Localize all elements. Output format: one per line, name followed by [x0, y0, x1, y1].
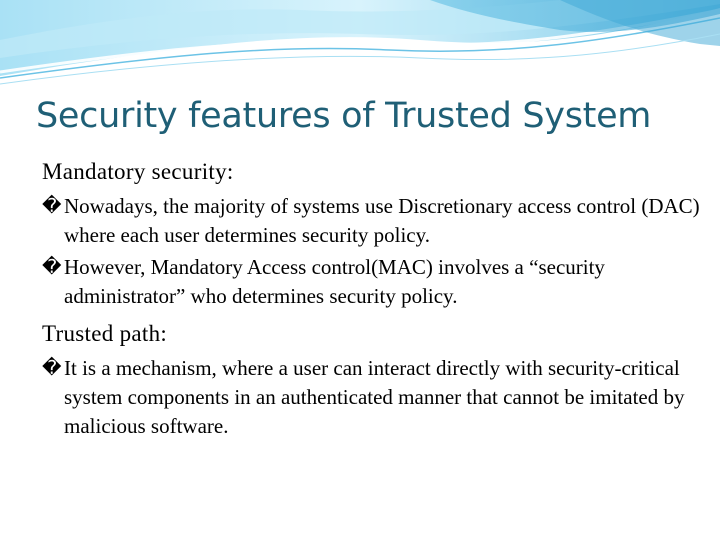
bullet-text: However, Mandatory Access control(MAC) involves a “security administrator” who determines security policy.	[64, 255, 605, 308]
bullet-item	[42, 354, 702, 441]
section-heading-trusted-path: Trusted path:	[42, 321, 168, 346]
section-heading-mandatory-security: Mandatory security:	[42, 159, 234, 184]
bullet-marker-icon: �	[42, 195, 62, 217]
bullet-text: Nowadays, the majority of systems use Discretionary access control (DAC) where each user determines security policy.	[64, 194, 700, 247]
bullet-marker-icon: �	[42, 256, 62, 278]
wave-banner-decoration	[0, 0, 720, 90]
bullet-item	[42, 192, 702, 250]
slide-body	[42, 155, 702, 443]
slide-title: Security features of Trusted System	[36, 96, 652, 136]
bullet-item	[42, 253, 702, 311]
bullet-marker-icon: �	[42, 357, 62, 379]
bullet-text: It is a mechanism, where a user can interact directly with security-critical system components in an authenticated manner that cannot be imitated by malicious software.	[64, 356, 685, 438]
